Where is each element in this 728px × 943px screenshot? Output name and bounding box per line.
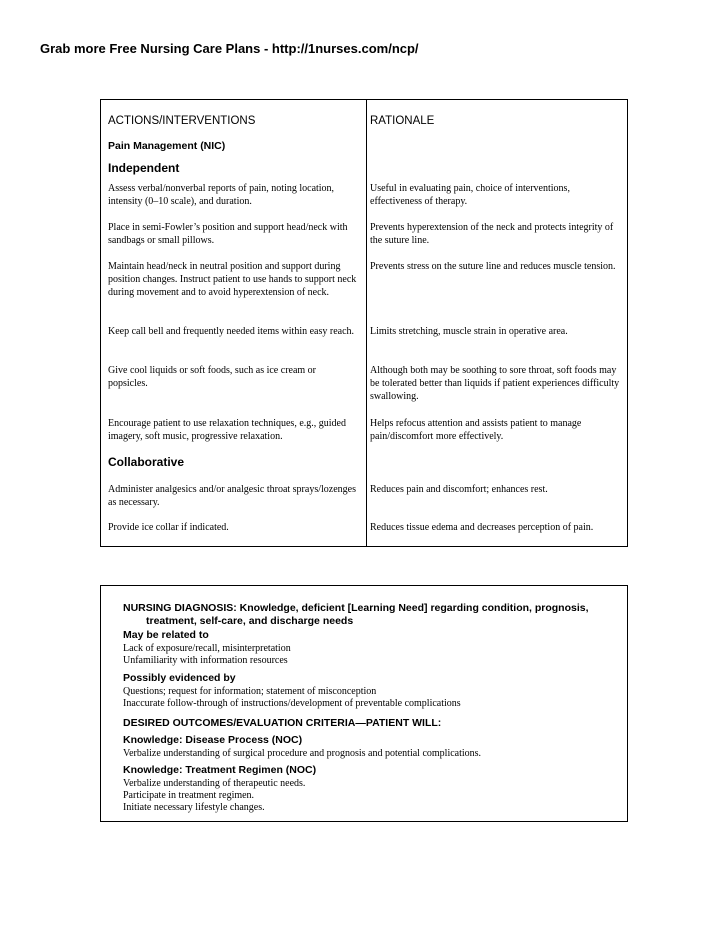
collaborative-heading: Collaborative [108,455,185,469]
rationale-cell: Reduces pain and discomfort; enhances rest. [370,484,548,495]
action-cell: Administer analgesics and/or analgesic throat sprays/lozenges as necessary. [108,484,356,508]
action-cell: Encourage patient to use relaxation techniques, e.g., guided imagery, soft music, progressive relaxation. [108,418,346,442]
rationale-cell: Limits stretching, muscle strain in operative area. [370,326,568,337]
section-title: Pain Management (NIC) [108,140,226,152]
actions-column-header: ACTIONS/INTERVENTIONS [108,115,256,127]
nursing-diagnosis-box [100,585,628,822]
interventions-table [100,99,628,547]
diagnosis-title-continued: treatment, self-care, and discharge needs [146,615,354,627]
rationale-cell: Prevents hyperextension of the neck and protects integrity of the suture line. [370,222,614,246]
rationale-cell: Reduces tissue edema and decreases perception of pain. [370,522,594,533]
evidenced-item: Questions; request for information; statement of misconception [123,686,377,697]
related-item: Unfamiliarity with information resources [123,655,288,666]
noc-treatment-heading: Knowledge: Treatment Regimen (NOC) [123,764,317,776]
action-cell: Maintain head/neck in neutral position and support during position changes. Instruct patient to use hands to support neck during movement and to avoid hyperextension of neck. [108,261,357,298]
noc-treatment-item: Participate in treatment regimen. [123,790,255,801]
diagnosis-title: NURSING DIAGNOSIS: Knowledge, deficient [Learning Need] regarding condition, prognosis, [123,602,589,614]
independent-heading: Independent [108,161,180,175]
outcomes-heading: DESIRED OUTCOMES/EVALUATION CRITERIA—PATIENT WILL: [123,717,442,729]
noc-treatment-item: Verbalize understanding of therapeutic needs. [123,778,306,789]
related-heading: May be related to [123,629,209,641]
evidenced-item: Inaccurate follow-through of instructions/development of preventable complications [123,698,461,709]
column-divider [366,100,367,546]
action-cell: Give cool liquids or soft foods, such as ice cream or popsicles. [108,365,317,389]
rationale-cell: Useful in evaluating pain, choice of interventions, effectiveness of therapy. [370,183,570,207]
rationale-cell: Helps refocus attention and assists patient to manage pain/discomfort more effectively. [370,418,582,442]
rationale-cell: Prevents stress on the suture line and reduces muscle tension. [370,261,616,272]
action-cell: Assess verbal/nonverbal reports of pain, noting location, intensity (0–10 scale), and duration. [108,183,335,207]
action-cell: Provide ice collar if indicated. [108,522,229,533]
noc-disease-item: Verbalize understanding of surgical procedure and prognosis and potential complications. [123,748,482,759]
evidenced-heading: Possibly evidenced by [123,672,236,684]
page-header: Grab more Free Nursing Care Plans - http://1nurses.com/ncp/ [40,41,419,56]
noc-disease-heading: Knowledge: Disease Process (NOC) [123,734,303,746]
related-item: Lack of exposure/recall, misinterpretation [123,643,291,654]
rationale-column-header: RATIONALE [370,115,435,127]
action-cell: Keep call bell and frequently needed items within easy reach. [108,326,355,337]
action-cell: Place in semi-Fowler’s position and support head/neck with sandbags or small pillows. [108,222,348,246]
rationale-cell: Although both may be soothing to sore throat, soft foods may be tolerated better than liquids if patient experiences difficulty swallowing. [370,365,620,402]
noc-treatment-item: Initiate necessary lifestyle changes. [123,802,265,813]
